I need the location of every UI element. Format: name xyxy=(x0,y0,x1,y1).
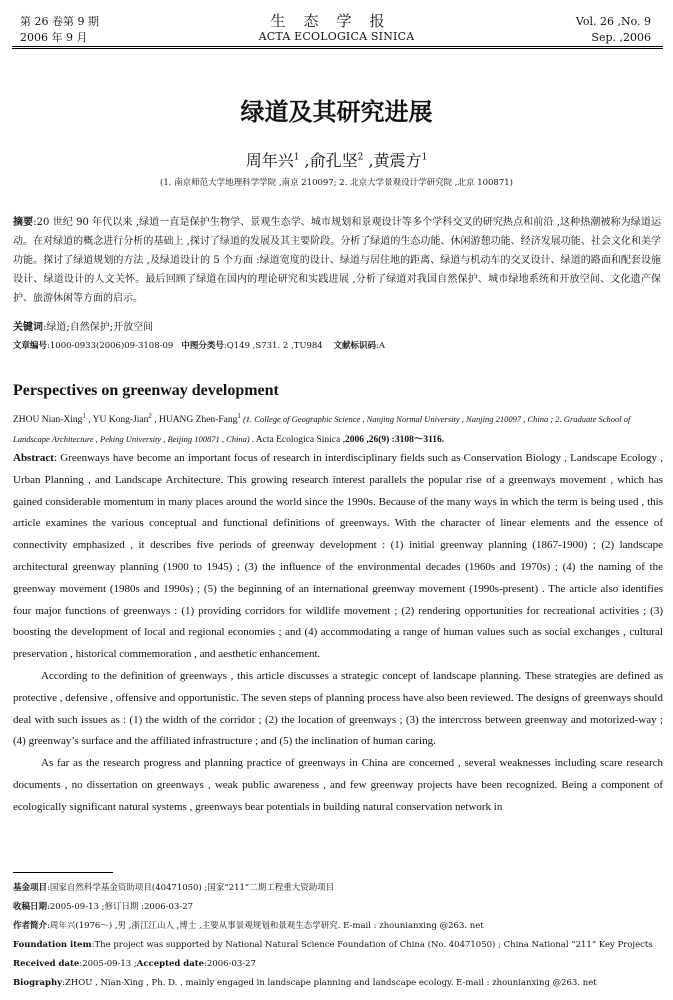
accepted-text-en: :2006-03-27 xyxy=(204,959,256,969)
doc-code: :A xyxy=(376,341,386,351)
foundation-label-en: Foundation item xyxy=(13,940,92,950)
english-authors xyxy=(13,407,663,450)
en-author-1-sup: 1 xyxy=(82,412,86,420)
header-volume: 第 26 卷第 9 期 xyxy=(20,15,99,28)
abstract-paragraph-3: As far as the research progress and planning practice of greenways in China are concerned , several weaknesses including scare research documents , no dissertation on greenways , weak public awareness , and few greenway projects have been recognized. Being a component of ecologically significant natural systems , greenways bear potentials in building natural conservation network in xyxy=(13,757,663,813)
article-meta xyxy=(13,339,385,351)
english-abstract xyxy=(13,448,663,819)
header-journal xyxy=(0,12,673,44)
keywords-label: 关键词 xyxy=(13,322,43,333)
footnote-received xyxy=(13,898,663,917)
abstract-text-cn: :20 世纪 90 年代以来 ,绿道一直是保护生物学、景观生态学、城市规划和景观设计等多个学科交叉的研究热点和前沿 ,这种热潮被称为绿道运动。在对绿道的概念进行分析的基础上 ,探讨了绿道的发展及其主要阶段。分析了绿道的生态功能、休闲游憩功能、经济发展功能、社会文化和美学功能。探讨了绿道规划的方法 ,及绿道设计的 5 个方面 :绿道宽度的设计、绿道与居住地的距离、绿道与机动车的交叉设计、绿道的路面和配套设施设计、绿道设计的人文关怀。最后回顾了绿道在国内的理论研究和实践进展 ,分析了绿道对我国自然保护、城市绿地系统和开放空间、文化遗产保护、旅游休闲等方面的启示。 xyxy=(13,217,661,304)
abstract-paragraph-2: According to the definition of greenways , this article discusses a strategic concept of landscape planning. These strategies are defined as protective , defensive , offensive and opportunistic. The seven steps of planning process have also been reviewed. The designs of greenways should deal with such issues as : (1) the width of the corridor ; (2) the location of greenways ; (3) the intercross between greenway and motorized-way ; (4) greenway’s surface and the affiliated infrastructure ; and (5) the inclination of human caring. xyxy=(13,669,663,748)
abstract-p1-text: : Greenways have become an important focus of research in interdisciplinary fields such as Conservation Biology , Landscape Ecology , Urban Planning , and Landscape Architecture. This growing research interest parallels the popular rise of a greenways movement , which has gained considerable momentum in many places around the world since the 1990s. Because of the many ways in which the term is being used , this article examines the various conceptual and functional definitions of greenways. With the character of linear elements and the essence of connectivity emphasized , it describes five periods of greenway development : (1) initial greenway planning (1867-1900) ; (2) landscape architectural greenway planning (1900 to 1945) ; (3) the influence of the environmental decades (1960s and 1970s) ; (4) the naming of the greenway movement (1980s and 1990s) ; (5) the beginning of an international greenway movement (1990s-present) . The article also identifies four major functions of greenways : (1) providing corridors for wildlife movement ; (2) rendering opportunities for recreational activities ; (3) boosting the development of local and regional economies ; and (4) accommodating a range of human values such as social exchanges , cultural preservation , historical commemoration , and aesthetic enhancement. xyxy=(13,452,663,661)
header-date-en: Sep. ,2006 xyxy=(591,31,651,44)
fund-label: 基金项目 xyxy=(13,883,48,893)
footnote-dates-en xyxy=(13,955,663,974)
en-affiliation: (1. College of Geographic Science , Nanjing Normal University , Nanjing 210097 , China ; 2. Graduate School of Landscape Architecture , Peking University , Beijing 100871 , China) . xyxy=(13,414,631,445)
abstract-label-en: Abstract xyxy=(13,452,54,464)
en-author-3-sup: 1 xyxy=(237,412,241,420)
journal-name-en: ACTA ECOLOGICA SINICA xyxy=(258,30,415,43)
article-no-label: 文章编号 xyxy=(13,341,48,351)
en-citation-issue: 2006 ,26(9) :3108～3116. xyxy=(344,435,445,446)
received-text-en: :2005-09-13 ; xyxy=(79,959,137,969)
doc-code-label: 文献标识码 xyxy=(333,341,377,351)
abstract-label-cn: 摘要 xyxy=(13,217,34,228)
bio-label: 作者简介 xyxy=(13,921,48,931)
received-label-en: Received date xyxy=(13,959,80,969)
en-author-3: , HUANG Zhen-Fang xyxy=(151,415,238,426)
header-rule xyxy=(12,46,663,47)
author-3-affil: 1 xyxy=(421,152,428,163)
chinese-abstract xyxy=(13,213,661,308)
en-author-2-sup: 2 xyxy=(148,412,152,420)
en-citation: Acta Ecologica Sinica , xyxy=(253,435,345,446)
fund-text: :国家自然科学基金资助项目(40471050) ;国家“211”二期工程重大资助项目 xyxy=(47,883,335,893)
footnotes xyxy=(13,879,663,993)
header-date: 2006 年 9 月 xyxy=(20,31,88,44)
en-author-2: , YU Kong-Jian xyxy=(85,415,149,426)
header-rule-double xyxy=(12,48,663,49)
author-3: ,黄震方 xyxy=(363,151,422,170)
biography-text-en: :ZHOU , Nian-Xing , Ph. D. , mainly engaged in landscape planning and landscape ecology. E-mail : zhounianxing @263. net xyxy=(62,978,597,988)
author-1: 周年兴 xyxy=(245,151,294,170)
keywords-text: :绿道;自然保护;开放空间 xyxy=(43,322,154,333)
paper-title: 绿道及其研究进展 xyxy=(240,97,433,126)
keywords xyxy=(13,318,153,333)
en-author-1: ZHOU Nian-Xing xyxy=(13,415,83,426)
received-text: :2005-09-13 ;修订日期 :2006-03-27 xyxy=(47,902,194,912)
abstract-paragraph-1 xyxy=(13,448,663,666)
bio-text: :周年兴(1976～) ,男 ,浙江江山人 ,博士 ,主要从事景观规划和景观生态学研究. E-mail : zhounianxing @263. net xyxy=(47,921,484,931)
received-label: 收稿日期 xyxy=(13,902,48,912)
author-2: ,俞孔坚 xyxy=(299,151,358,170)
article-no: :1000-0933(2006)09-3108-09 xyxy=(47,341,174,351)
footnote-bio xyxy=(13,917,663,936)
english-title: Perspectives on greenway development xyxy=(13,382,279,399)
foundation-text-en: :The project was supported by National Natural Science Foundation of China (No. 40471050) ; China National “211” Key Projects xyxy=(91,940,653,950)
accepted-label-en: Accepted date xyxy=(136,959,205,969)
affiliation: (1. 南京师范大学地理科学学院 ,南京 210097; 2. 北京大学景观设计学研究院 ,北京 100871) xyxy=(160,178,513,188)
header-volume-en-line: Vol. 26 ,No. 9 xyxy=(575,15,651,28)
footnote-rule xyxy=(13,872,113,873)
header-volume-en xyxy=(576,14,651,46)
biography-label-en: Biography xyxy=(13,978,63,988)
clc-label: 中图分类号 xyxy=(181,341,224,351)
footnote-biography-en xyxy=(13,974,663,993)
journal-name-cn: 生态学报 xyxy=(270,12,403,30)
author-list xyxy=(0,148,673,171)
footnote-fund xyxy=(13,879,663,898)
author-1-affil: 1 xyxy=(293,152,300,163)
author-2-affil: 2 xyxy=(357,152,364,163)
footnote-foundation-en xyxy=(13,936,663,955)
clc: :Q149 ,S731. 2 ,TU984 xyxy=(223,341,323,351)
